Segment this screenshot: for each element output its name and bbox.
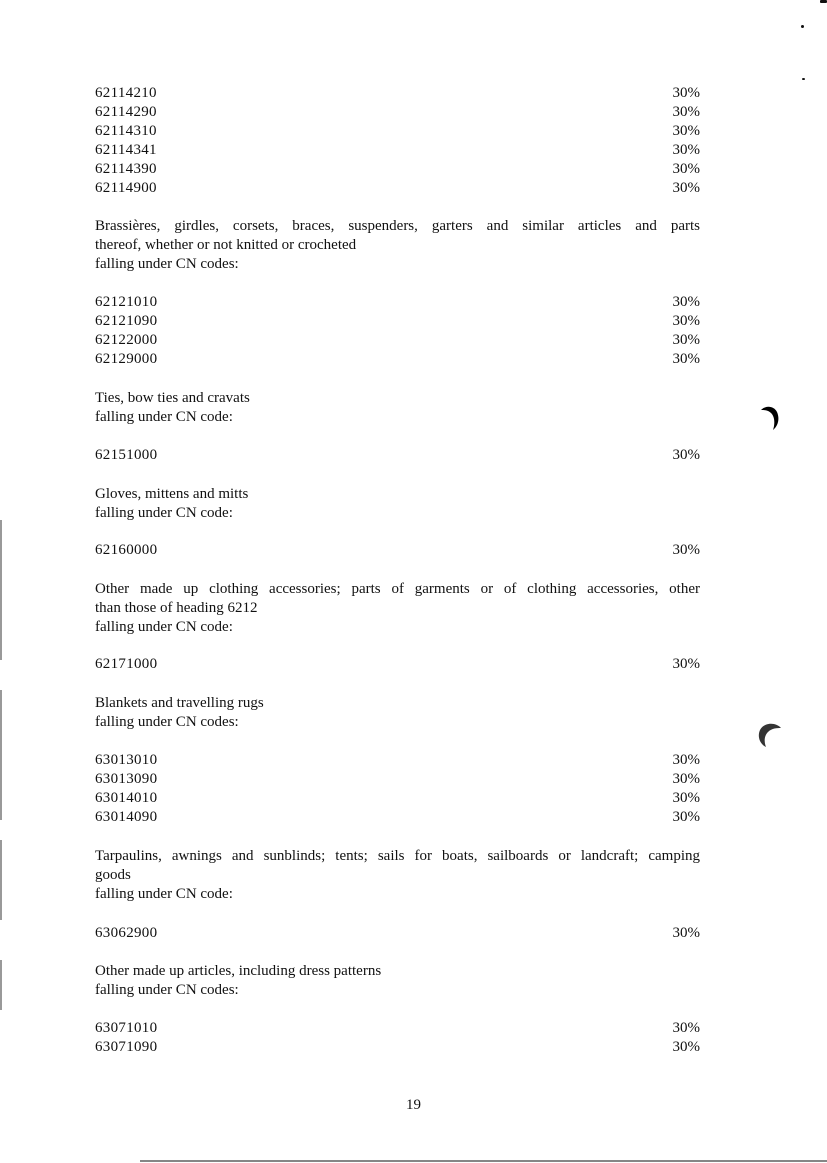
section-description: goods	[95, 867, 131, 883]
scan-edge-line	[0, 520, 2, 660]
section-subtitle: falling under CN codes:	[95, 714, 239, 730]
cn-code: 62171000	[95, 656, 158, 672]
section-description: Other made up clothing accessories; parts of garments or of clothing accessories, other	[95, 581, 700, 597]
section-subtitle: falling under CN code:	[95, 886, 233, 902]
tariff-row	[95, 789, 700, 808]
cn-code: 63013010	[95, 752, 158, 768]
scan-edge-line	[0, 690, 2, 820]
tariff-row	[95, 350, 700, 369]
section-subtitle: falling under CN code:	[95, 619, 233, 635]
section-subtitle: falling under CN code:	[95, 505, 233, 521]
tariff-row	[95, 312, 700, 331]
tariff-row	[95, 331, 700, 350]
cn-code: 62121090	[95, 313, 158, 329]
cn-code: 62114900	[95, 180, 157, 196]
tariff-row	[95, 293, 700, 312]
tariff-row	[95, 103, 700, 122]
cn-code: 63062900	[95, 925, 158, 941]
cn-code: 63014010	[95, 790, 158, 806]
page-number: 19	[406, 1097, 421, 1113]
section-description: than those of heading 6212	[95, 600, 258, 616]
section-subtitle: falling under CN codes:	[95, 256, 239, 272]
section-description: thereof, whether or not knitted or crocheted	[95, 237, 357, 253]
cn-code: 62114210	[95, 85, 157, 101]
section-description: Blankets and travelling rugs	[95, 695, 264, 711]
duty-rate: 30%	[672, 313, 700, 329]
scan-speck	[820, 0, 827, 3]
duty-rate: 30%	[672, 656, 700, 672]
duty-rate: 30%	[672, 447, 700, 463]
tariff-row	[95, 179, 700, 198]
section-subtitle: falling under CN code:	[95, 409, 233, 425]
cn-code: 62129000	[95, 351, 158, 367]
section-description: Ties, bow ties and cravats	[95, 390, 250, 406]
section-description: Tarpaulins, awnings and sunblinds; tents; sails for boats, sailboards or landcraft; camping	[95, 848, 700, 864]
duty-rate: 30%	[672, 542, 700, 558]
scan-edge-line	[0, 840, 2, 920]
tariff-row	[95, 808, 700, 827]
scan-edge-line	[0, 960, 2, 1010]
cn-code: 62114390	[95, 161, 157, 177]
cn-code: 63013090	[95, 771, 158, 787]
cn-code: 63014090	[95, 809, 158, 825]
tariff-row	[95, 924, 700, 943]
tariff-row	[95, 141, 700, 160]
duty-rate: 30%	[672, 790, 700, 806]
tariff-row	[95, 1019, 700, 1038]
tariff-row	[95, 1038, 700, 1057]
cn-code: 62160000	[95, 542, 158, 558]
duty-rate: 30%	[672, 809, 700, 825]
duty-rate: 30%	[672, 180, 700, 196]
duty-rate: 30%	[672, 1020, 700, 1036]
tariff-row	[95, 655, 700, 674]
cn-code: 62122000	[95, 332, 158, 348]
duty-rate: 30%	[672, 123, 700, 139]
duty-rate: 30%	[672, 752, 700, 768]
duty-rate: 30%	[672, 294, 700, 310]
duty-rate: 30%	[672, 351, 700, 367]
punch-hole-mark	[756, 720, 784, 750]
section-description: Brassières, girdles, corsets, braces, suspenders, garters and similar articles and parts	[95, 218, 700, 234]
tariff-row	[95, 446, 700, 465]
tariff-row	[95, 541, 700, 560]
cn-code: 62114290	[95, 104, 157, 120]
tariff-row	[95, 751, 700, 770]
section-description: Other made up articles, including dress patterns	[95, 963, 382, 979]
scan-edge-line	[140, 1160, 827, 1162]
section-description: Gloves, mittens and mitts	[95, 486, 249, 502]
tariff-row	[95, 122, 700, 141]
cn-code: 62151000	[95, 447, 158, 463]
cn-code: 63071010	[95, 1020, 158, 1036]
scan-speck	[802, 78, 805, 80]
cn-code: 62121010	[95, 294, 158, 310]
duty-rate: 30%	[672, 85, 700, 101]
tariff-row	[95, 84, 700, 103]
scan-speck	[801, 25, 804, 28]
duty-rate: 30%	[672, 161, 700, 177]
duty-rate: 30%	[672, 142, 700, 158]
duty-rate: 30%	[672, 332, 700, 348]
tariff-row	[95, 160, 700, 179]
duty-rate: 30%	[672, 925, 700, 941]
duty-rate: 30%	[672, 1039, 700, 1055]
punch-hole-mark	[758, 402, 782, 432]
cn-code: 63071090	[95, 1039, 158, 1055]
tariff-row	[95, 770, 700, 789]
cn-code: 62114341	[95, 142, 157, 158]
duty-rate: 30%	[672, 771, 700, 787]
section-subtitle: falling under CN codes:	[95, 982, 239, 998]
cn-code: 62114310	[95, 123, 157, 139]
duty-rate: 30%	[672, 104, 700, 120]
